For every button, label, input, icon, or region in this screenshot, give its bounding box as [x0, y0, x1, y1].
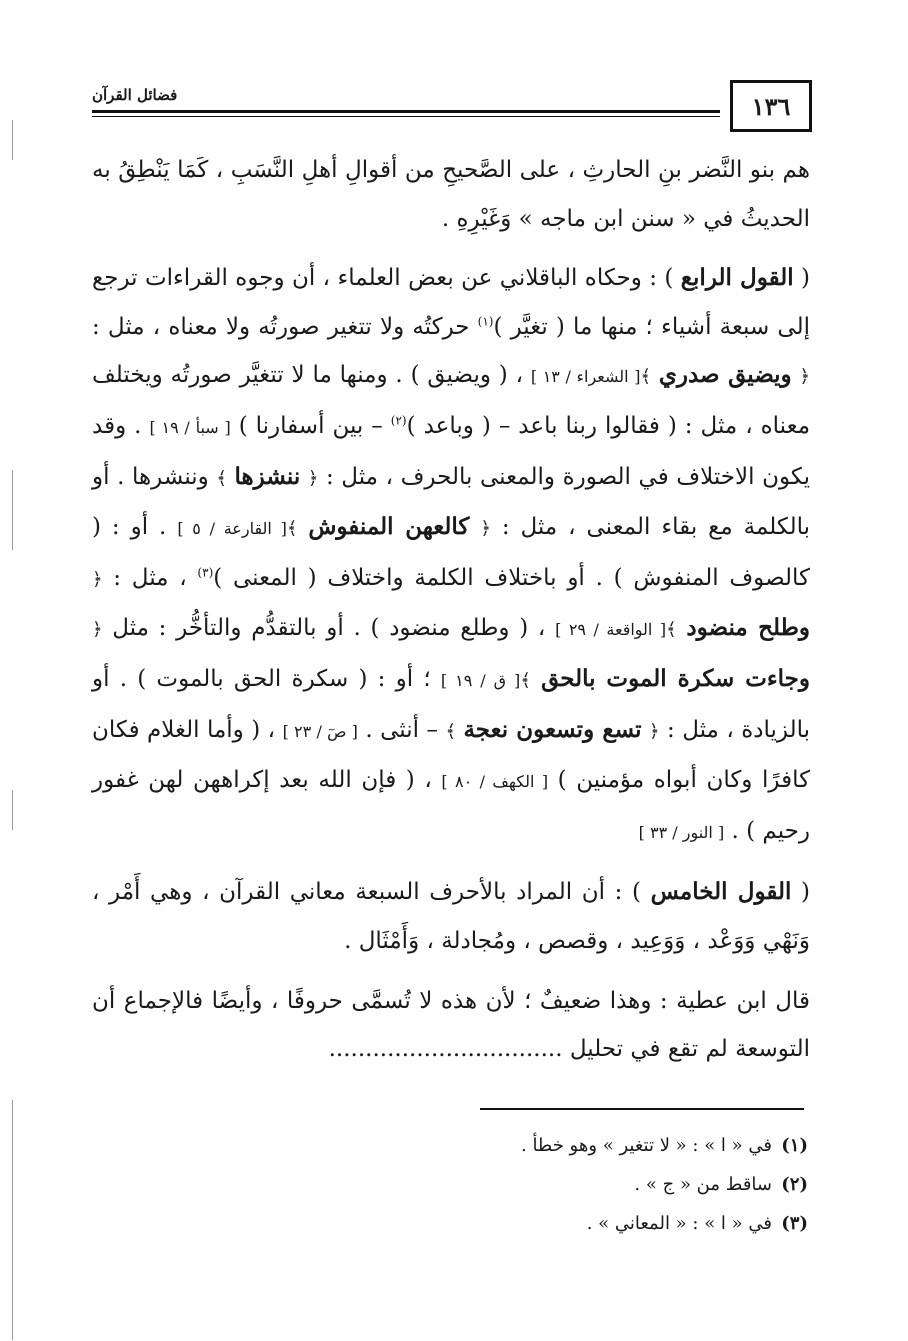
verse-reference: [ الشعراء / ١٣ ]: [530, 367, 641, 387]
quran-bracket-close: ﴾: [640, 366, 651, 388]
quran-bracket-close: ﴾: [520, 669, 531, 691]
text-run: ) : وحكاه الباقلاني عن بعض العلماء ، أن وجوه القراءات ترجع إلى سبعة أشياء ؛ منها ما ( تغيَّر ): [92, 265, 810, 340]
verse-reference: [ ق / ١٩ ]: [440, 670, 521, 690]
quran-bracket-open: ﴿: [92, 568, 103, 590]
footnote-text: ساقط من « ج » .: [634, 1174, 772, 1195]
text-run: ) : أن المراد بالأحرف السبعة معاني القرآن ، وهي أَمْر ، وَنَهْي وَوَعْد ، وَوَعِيد ، وقصص ، ومُجادلة ، وَأَمْثَال .: [92, 879, 810, 954]
paragraph-2: [92, 254, 810, 857]
text-run: ، مثل :: [102, 564, 198, 591]
verse-reference: [ الواقعة / ٢٩ ]: [555, 620, 667, 640]
text-run: ، ( وطلع منضود ) . أو بالتقدُّم والتأخُّر : مثل: [102, 615, 556, 642]
quran-quote: وطلح منضود: [686, 614, 811, 642]
quran-bracket-close: ﴾: [666, 619, 677, 641]
footnote-marker: (٣): [197, 565, 214, 580]
verse-reference: [ الكهف / ٨٠ ]: [441, 772, 549, 792]
footnote-text: في « ا » : « المعاني » .: [586, 1213, 772, 1234]
text-run: (: [793, 265, 810, 292]
quran-bracket-open: ﴿: [307, 467, 319, 489]
quran-bracket-open: ﴿: [648, 720, 660, 742]
text-run: ، ( وأما الغلام فكان كافرًا وكان أبواه مؤمنين ): [92, 716, 811, 794]
quran-bracket-close: ﴾: [445, 720, 456, 742]
scan-edge-line: [12, 120, 13, 160]
verse-reference: [ سبأ / ١٩ ]: [149, 417, 231, 437]
quran-quote: وجاءت سكرة الموت بالحق: [541, 664, 811, 692]
body-text: [92, 146, 810, 1085]
page-header: [92, 80, 812, 146]
text-run: (: [791, 879, 810, 906]
quran-bracket-open: ﴿: [799, 366, 811, 388]
paragraph-3: [92, 868, 810, 965]
text-run: – بين أسفارنا ): [230, 412, 391, 439]
text-run: ، ( فإن الله بعد إكراههن لهن غفور رحيم ) .: [92, 767, 810, 844]
footnote-number: (٢): [781, 1174, 808, 1195]
header-rule-thick: [92, 110, 720, 113]
quran-bracket-close: ﴾: [216, 467, 227, 489]
verse-reference: [ النور / ٣٣ ]: [638, 822, 725, 842]
quran-quote: كالعهن المنفوش: [308, 513, 470, 541]
section-heading: القول الخامس: [650, 878, 792, 906]
footnote-separator: [480, 1108, 804, 1110]
footnote-marker: (١): [477, 314, 494, 329]
footnote-number: (٣): [781, 1213, 808, 1234]
text-run: – أنثى .: [357, 716, 446, 743]
section-heading: القول الرابع: [680, 264, 794, 292]
footnote-marker: (٢): [390, 413, 407, 428]
text-run: . أو : ( كالصوف المنفوش ) . أو باختلاف الكلمة واختلاف ( المعنى ): [92, 514, 810, 591]
footnote-text: في « ا » : « لا تتغير » وهو خطأ .: [521, 1135, 772, 1156]
verse-reference: [ صٓ / ٢٣ ]: [282, 721, 358, 741]
scan-edge-line: [12, 470, 13, 550]
quran-bracket-open: ﴿: [92, 619, 103, 641]
footnote-item: [92, 1126, 808, 1165]
quran-quote: تسع وتسعون نعجة: [463, 715, 642, 743]
quran-quote: ننشزها: [234, 462, 301, 490]
text-run: ؛ أو : ( سكرة الحق بالموت ) . أو بالزيادة ، مثل :: [92, 665, 811, 743]
footnote-item: [92, 1204, 808, 1243]
text-run: . وقد يكون الاختلاف في الصورة والمعنى بالحرف ، مثل :: [92, 412, 810, 490]
footnote-number: (١): [781, 1135, 808, 1156]
quran-bracket-open: ﴿: [480, 518, 491, 540]
verse-reference: [ القارعة / ٥ ]: [177, 519, 287, 539]
text-run: حركتُه ولا تتغير صورتُه ولا معناه ، مثل :: [92, 313, 478, 340]
page-number: ١٣٦: [730, 80, 812, 132]
quran-bracket-close: ﴾: [286, 518, 298, 540]
scan-edge-line: [12, 1100, 13, 1340]
footnotes: [92, 1126, 808, 1243]
text-run: ، ( ويضيق ) . ومنها ما لا تتغيَّر صورتُه ويختلف معناه ، مثل : ( فقالوا ربنا باعد – ( وباعد ): [92, 362, 811, 439]
text-run: وننشرها . أو بالكلمة مع بقاء المعنى ، مثل :: [92, 463, 811, 541]
header-rule-thin: [92, 116, 720, 117]
paragraph-1: هم بنو النَّضر بنِ الحارثِ ، على الصَّحيحِ من أقوالِ أهلِ النَّسَبِ ، كَمَا يَنْطِقُ به الحديثُ في « سنن ابن ماجه » وَغَيْرِهِ .: [92, 157, 810, 232]
paragraph-4: قال ابن عطية : وهذا ضعيفٌ ؛ لأن هذه لا تُسمَّى حروفًا ، وأيضًا فالإجماع أن التوسعة لم تقع في تحليل ................................: [92, 987, 810, 1063]
scan-edge-line: [12, 790, 13, 830]
quran-quote: ويضيق صدري: [658, 361, 792, 389]
running-title: فضائل القرآن: [92, 86, 178, 104]
footnote-item: [92, 1165, 808, 1204]
